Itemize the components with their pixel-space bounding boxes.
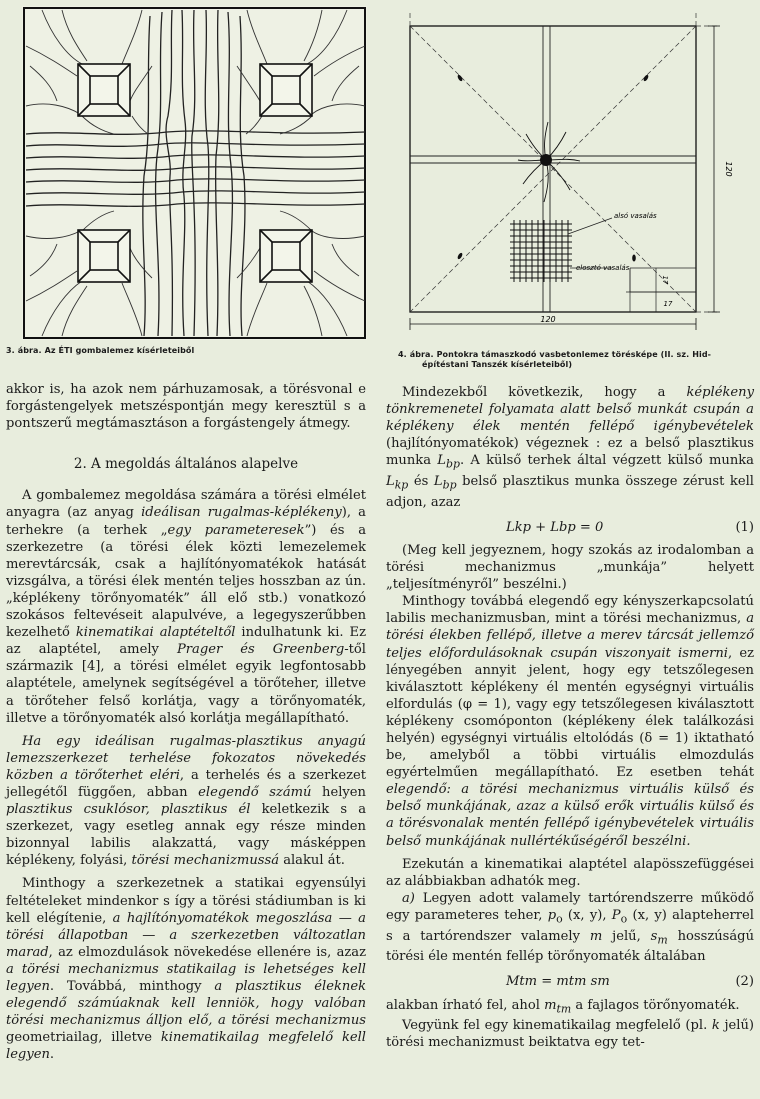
- figure-4-label-bottom: elosztó vasalás: [576, 264, 630, 272]
- right-column: [386, 384, 754, 1051]
- left-paragraph-continuation: akkor is, ha azok nem párhuzamosak, a törésvonal e forgástengelyek metszéspontján megy keresztül s a pontszerű megtámasztáson a forgástengely átmegy.: [6, 382, 366, 432]
- right-paragraph-7: Vegyünk fel egy kinematikailag megfelelő (pl. k jelű) törési mechanizmust beiktatva egy tet-: [386, 1018, 755, 1051]
- left-paragraph-3: Minthogy a szerkezetnek a statikai egyensúlyi feltételeket mindenkor s így a törési stádiumban is ki kell elégítenie, a hajlítónyomatékok megoszlása — a törési állapotban — a szerkezetben változatlan marad, az elmozdulások növekedése ellenére is, azaz a törési mechanizmus statikailag is lehetséges kell legyen. Továbbá, minthogy a plasztikus éleknek elegendő számúaknak kell lenniök, hogy valóban törési mechanizmus álljon elő, a törési mechanizmus geometriailag, illetve kinematikailag megfelelő kell legyen.: [6, 876, 366, 1063]
- equation-2-number: (2): [735, 974, 754, 990]
- equation-1-body: Lkp + Lbp = 0: [506, 519, 604, 535]
- figure-4-dim-height: 120: [724, 161, 733, 177]
- figure-4-caption: [398, 350, 750, 370]
- figure-4: [398, 6, 748, 342]
- right-paragraph-6: alakban írható fel, ahol $m_{tm}$ a fajlagos törőnyomaték.: [386, 997, 740, 1016]
- figure-4-dim-small-vertical: 17: [661, 275, 669, 285]
- figure-4-dim-small-horizontal: 17: [663, 300, 673, 308]
- figure-4-drawing: [398, 6, 748, 342]
- figure-4-dim-width: 120: [540, 315, 556, 324]
- right-paragraph-1: Mindezekből következik, hogy a képlékeny tönkremenetel folyamata alatt belső munkát csupán a képlékeny élek mentén fellépő igénybevételek (hajlítónyomatékok) végeznek : ez a belső plasztikus munka $L_{bp}$. A külső terhek által végzett külső munka $L_{kp}$ és $L_{bp}$ belső plasztikus munka összege zérust kell adjon, azaz: [386, 385, 754, 510]
- equation-1-number: (1): [735, 519, 754, 535]
- figure-3-caption: 3. ábra. Az ÉTI gombalemez kísérleteiből: [6, 346, 195, 355]
- right-paragraph-5: a) Legyen adott valamely tartórendszerre működő egy parameteres teher, $p_o$ (x, y), $P_o$ (x, y) alapteherrel s a tartórendszer valamely m jelű, $s_m$ hosszúságú törési éle mentén fellép törőnyomaték általában: [386, 890, 754, 965]
- right-paragraph-3: Minthogy továbbá elegendő egy kényszerkapcsolatú labilis mechanizmusban, mint a törési mechanizmus, a törési élekben fellépő, illetve a merev tárcsát jellemző teljes előfordulásoknak csupán viszonyait ismerni, ez lényegében annyit jelent, hogy egy tetszőlegesen kiválasztott képlékeny él mentén egységnyi virtuális elfordulás (φ = 1), vagy egy tetszőlegesen kiválasztott képlékeny csomóponton (képlékeny élek találkozási helyén) egységnyi virtuális eltolódás (δ = 1) iktatható be, amelyből a többi virtuális elmozdulás egyértelműen megállapítható. Ez esetben tehát elegendő: a törési mechanizmus virtuális külső és belső munkájának, azaz a külső erők virtuális külső és a törésvonalak mentén fellépő igénybevételek virtuális belső munkájának nullértékűségéről beszélni.: [386, 594, 754, 849]
- left-paragraph-2: Ha egy ideálisan rugalmas-plasztikus anyagú lemezszerkezet terhelése fokozatos növekedés közben a törőterhet eléri, a terhelés és a szerkezet jellegétől függően, abban elegendő számú helyen plasztikus csuklósor, plasztikus él keletkezik s a szerkezet, vagy esetleg annak egy része minden bizonnyal labilis alakzattá, vagy másképpen képlékeny, folyási, törési mechanizmussá alakul át.: [6, 733, 366, 869]
- equation-2: [386, 973, 754, 990]
- section-heading: 2. A megoldás általános alapelve: [73, 456, 299, 473]
- figure-4-label-top: alsó vasalás: [614, 212, 657, 220]
- right-paragraph-4: Ezekután a kinematikai alaptétel alapösszefüggései az alábbiakban adhatók meg.: [386, 856, 754, 889]
- figure-3: [22, 6, 367, 340]
- left-paragraph-1: A gombalemez megoldása számára a törési elmélet anyagra (az anyag ideálisan rugalmas-képlékeny), a terhekre (a terhek „egy parameteresek”) és a szerkezetre (a törési élek közti lemezelemek merevtárcsák, csak a hajlítónyomatékok hatását vizsgálva, a törési élek mentén teljes hosszban az ún. „képlékeny törőnyomaték” áll elő stb.) vonatkozó szokásos feltevéseit alapulvéve, a legegyszerűbben kezelhető kinematikai alaptételtől indulhatunk ki. Ez az alaptétel, amely Prager és Greenberg-től származik [4], a törési elmélet egyik legfontosabb alaptétele, amelynek segítségével a törőteher, illetve a törőteher felső korlátja, vagy a törőnyomaték, illetve a törőnyomaték alsó korlátja megállapítható.: [6, 488, 367, 726]
- equation-1: [386, 519, 754, 536]
- figure-4-caption-line1: 4. ábra. Pontokra támaszkodó vasbetonlemez törésképe (II. sz. Hid-: [398, 350, 712, 359]
- right-paragraph-2: (Meg kell jegyeznem, hogy szokás az irodalomban a törési mechanizmus „munkája” helyett „teljesítményről” beszélni.): [386, 542, 754, 593]
- equation-2-body: Mtm = mtm sm: [506, 974, 610, 990]
- left-column: [6, 381, 366, 1063]
- figure-3-drawing: [22, 6, 367, 340]
- figure-4-caption-line2: építéstani Tanszék kísérleteiből): [422, 360, 573, 369]
